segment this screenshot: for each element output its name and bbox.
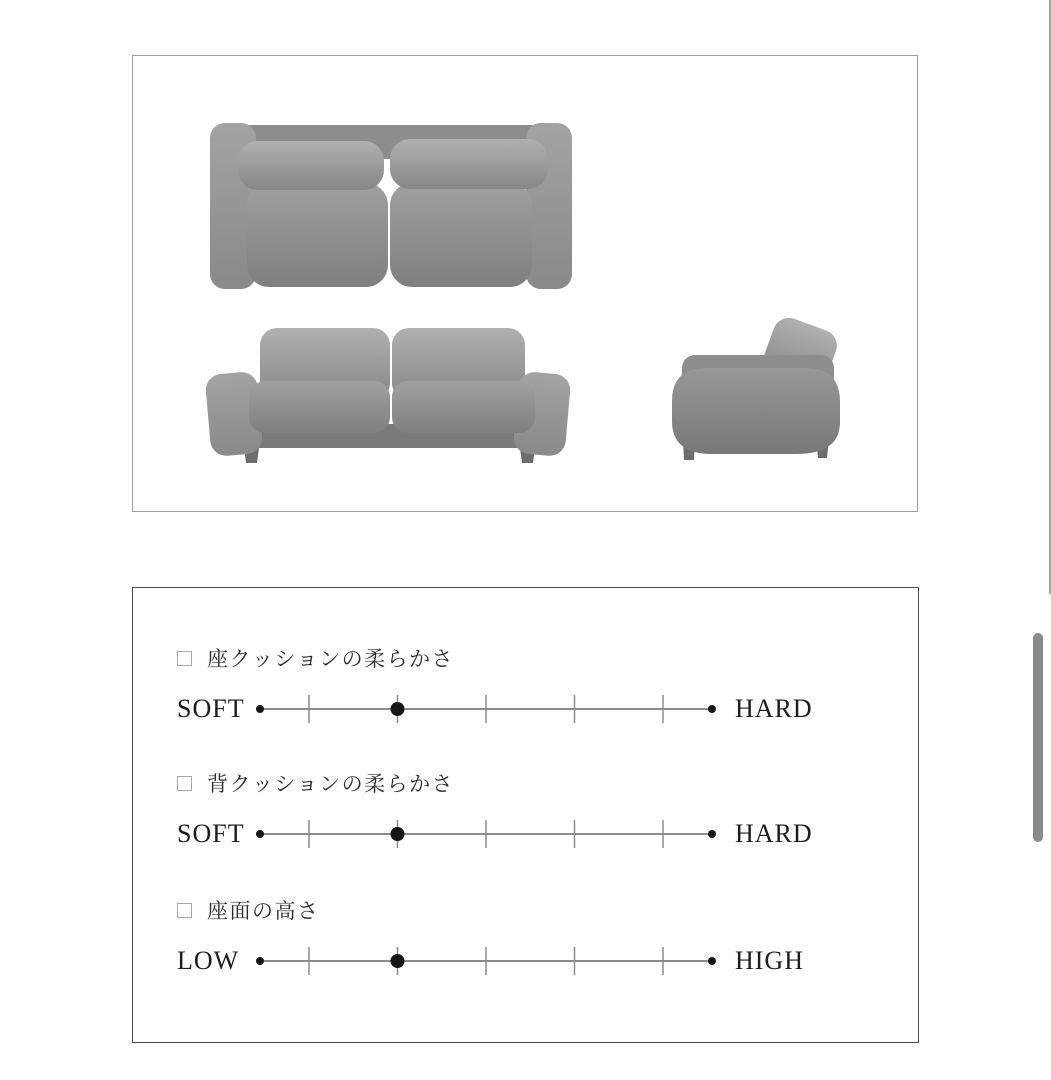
checkbox-icon: [177, 776, 192, 791]
rating-scale: [255, 943, 717, 979]
sofa-side-view: [672, 313, 841, 460]
product-image-panel[interactable]: [132, 55, 918, 512]
sofa-illustration: [133, 56, 916, 510]
scale-max-label: HARD: [735, 694, 813, 723]
sofa-top-view: [210, 123, 572, 289]
spec-label: 背クッションの柔らかさ: [207, 772, 455, 796]
spec-row-seat-height: [177, 896, 877, 979]
scale-max-label: HARD: [735, 819, 813, 848]
spec-row-seat-cushion: [177, 644, 877, 727]
sofa-front-view: [205, 328, 572, 463]
spec-panel[interactable]: [132, 587, 919, 1043]
spec-label: 座面の高さ: [207, 899, 320, 923]
scale-min-label: SOFT: [177, 694, 245, 723]
checkbox-icon: [177, 651, 192, 666]
scale-min-label: SOFT: [177, 819, 245, 848]
spec-label: 座クッションの柔らかさ: [207, 647, 455, 671]
scrollbar-thumb[interactable]: [1033, 633, 1043, 842]
rating-scale: [255, 816, 717, 852]
scale-max-label: HIGH: [735, 946, 804, 975]
scale-min-label: LOW: [177, 946, 240, 975]
checkbox-icon: [177, 903, 192, 918]
spec-row-back-cushion: [177, 769, 877, 852]
rating-scale: [255, 691, 717, 727]
